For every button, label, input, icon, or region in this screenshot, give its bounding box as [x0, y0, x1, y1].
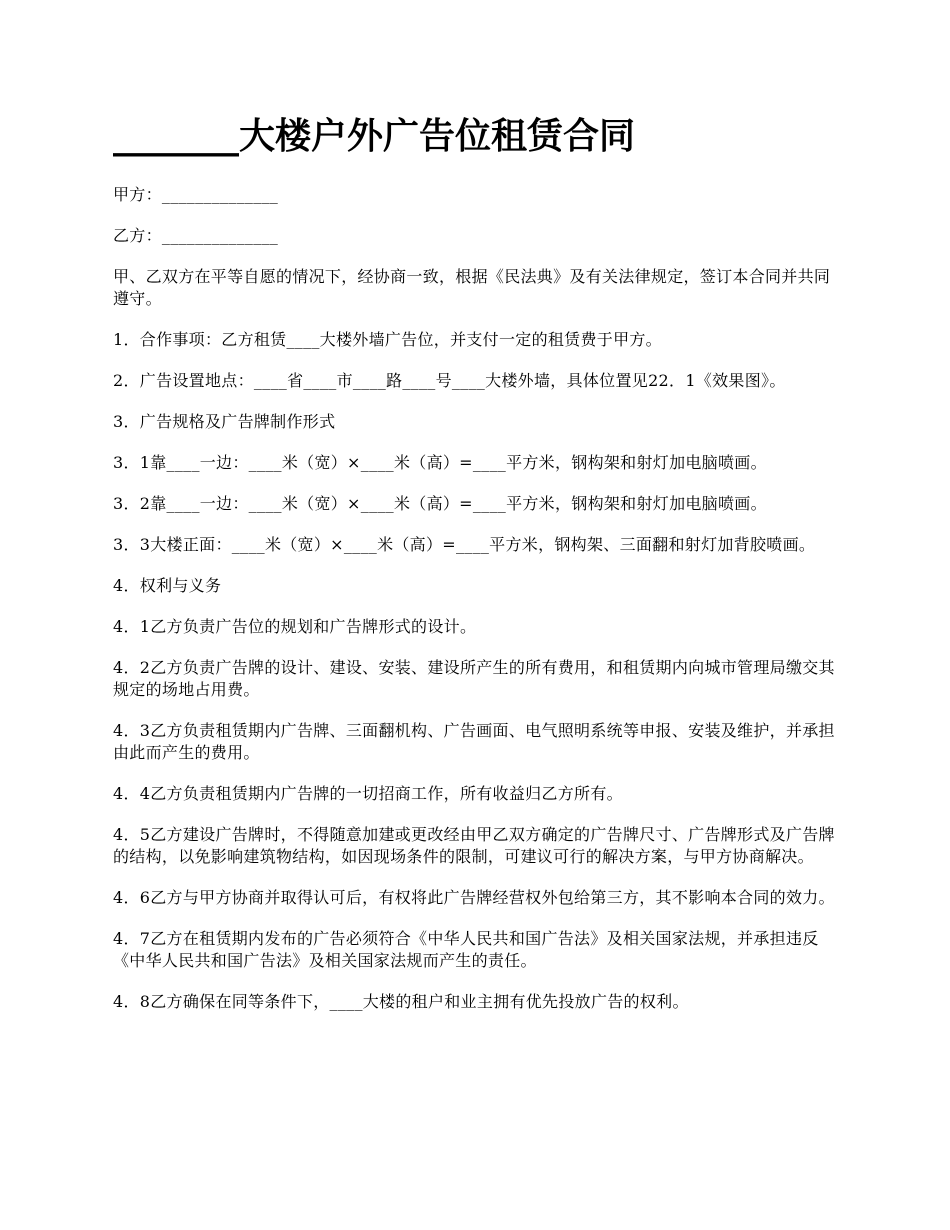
clause-4-heading: 4．权利与义务 [113, 576, 222, 595]
clause-3-3: 3．3大楼正面：____米（宽）×____米（高）=____平方米，钢构架、三面翻和射灯加背胶喷画。 [113, 535, 816, 554]
clause-4-2: 4．2乙方负责广告牌的设计、建设、安装、建设所产生的所有费用，和租赁期内向城市管理局缴交其规定的场地占用费。 [113, 658, 835, 699]
clause-3-heading: 3．广告规格及广告牌制作形式 [113, 412, 336, 431]
clause-2-location: 2．广告设置地点：____省____市____路____号____大楼外墙，具体位置见22．1《效果图》。 [113, 371, 786, 390]
document-title: _______大楼户外广告位租赁合同 [113, 115, 636, 157]
party-a-line: 甲方：______________ [113, 185, 279, 204]
clause-4-8: 4．8乙方确保在同等条件下，____大楼的租户和业主拥有优先投放广告的权利。 [113, 992, 689, 1011]
clause-4-1: 4．1乙方负责广告位的规划和广告牌形式的设计。 [113, 617, 477, 636]
preamble-paragraph: 甲、乙双方在平等自愿的情况下，经协商一致，根据《民法典》及有关法律规定，签订本合同并共同遵守。 [113, 267, 831, 308]
clause-3-2: 3．2靠____一边：____米（宽）×____米（高）=____平方米，钢构架和射灯加电脑喷画。 [113, 494, 767, 513]
clause-1-cooperation: 1．合作事项：乙方租赁____大楼外墙广告位，并支付一定的租赁费于甲方。 [113, 330, 662, 349]
clause-4-5: 4．5乙方建设广告牌时，不得随意加建或更改经由甲乙双方确定的广告牌尺寸、广告牌形式及广告牌的结构，以免影响建筑物结构，如因现场条件的限制，可建议可行的解决方案，与甲方协商解决。 [113, 825, 835, 866]
document-body [113, 108, 843, 1032]
clause-4-7: 4．7乙方在租赁期内发布的广告必须符合《中华人民共和国广告法》及相关国家法规，并承担违反《中华人民共和国广告法》及相关国家法规而产生的责任。 [113, 929, 819, 970]
clause-4-3: 4．3乙方负责租赁期内广告牌、三面翻机构、广告画面、电气照明系统等申报、安装及维护，并承担由此而产生的费用。 [113, 721, 835, 762]
clause-4-6: 4．6乙方与甲方协商并取得认可后，有权将此广告牌经营权外包给第三方，其不影响本合同的效力。 [113, 888, 835, 907]
clause-3-1: 3．1靠____一边：____米（宽）×____米（高）=____平方米，钢构架和射灯加电脑喷画。 [113, 453, 767, 472]
party-b-line: 乙方：______________ [113, 226, 279, 245]
clause-4-4: 4．4乙方负责租赁期内广告牌的一切招商工作，所有收益归乙方所有。 [113, 784, 623, 803]
